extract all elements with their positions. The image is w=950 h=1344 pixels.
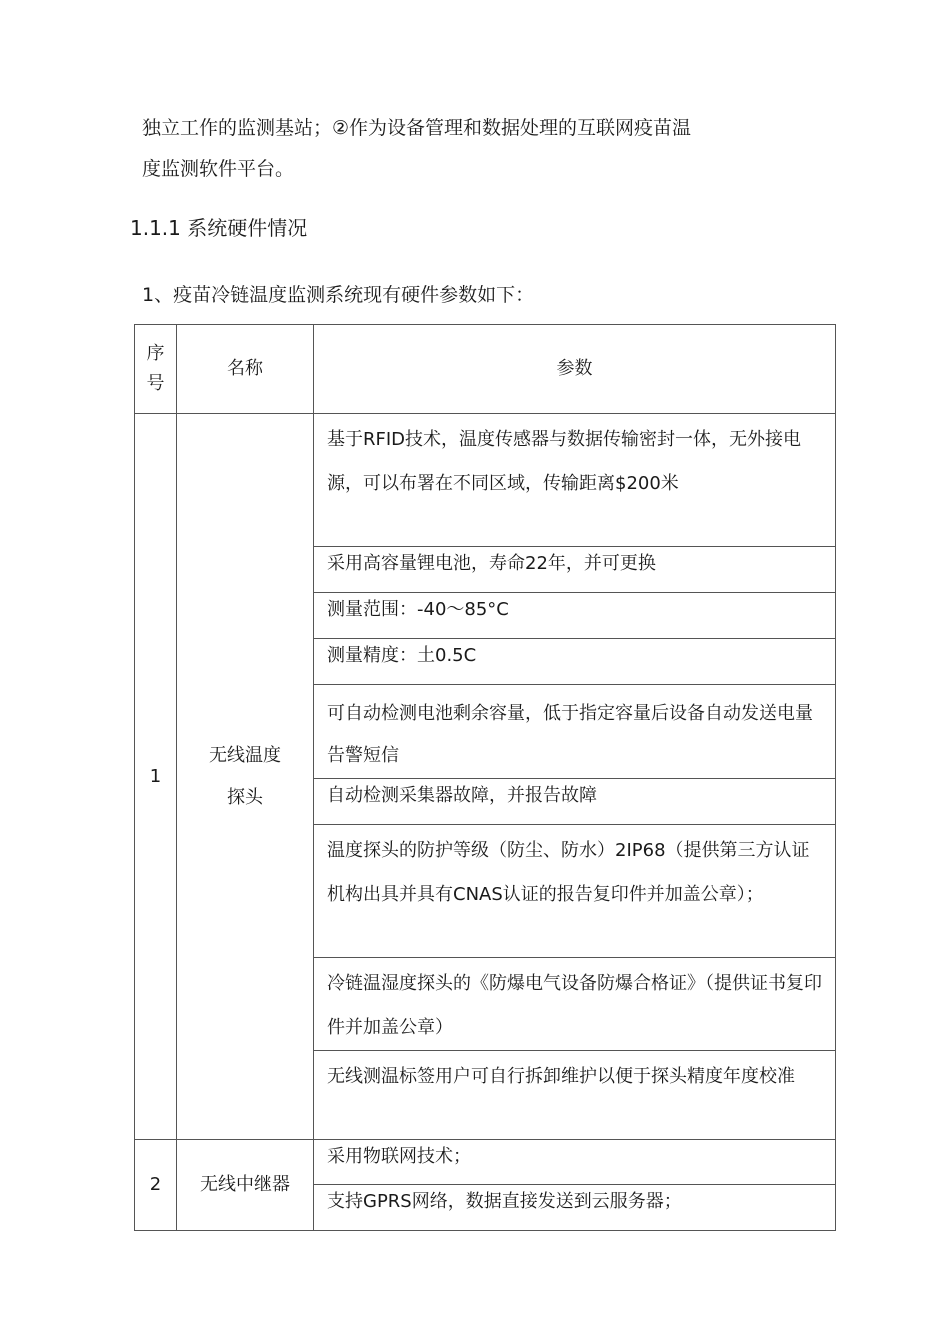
- section-heading: 1.1.1 系统硬件情况: [130, 216, 308, 240]
- cell-seq: 2: [135, 1140, 177, 1231]
- hardware-params-table: [134, 324, 836, 1231]
- cell-param: 温度探头的防护等级（防尘、防水）2IP68（提供第三方认证机构出具并具有CNAS认证的报告复印件并加盖公章）；: [314, 825, 836, 958]
- table-row: [135, 1140, 836, 1185]
- header-name: 名称: [177, 325, 314, 414]
- cell-param: 无线测温标签用户可自行拆卸维护以便于探头精度年度校准: [314, 1051, 836, 1140]
- body-paragraph-line: 度监测软件平台。: [142, 158, 295, 180]
- cell-name: 无线中继器: [177, 1140, 314, 1231]
- cell-param: 基于RFID技术，温度传感器与数据传输密封一体，无外接电源，可以布署在不同区域，传输距离$200米: [314, 414, 836, 547]
- table-header-row: [135, 325, 836, 414]
- cell-param: 采用物联网技术；: [314, 1140, 836, 1185]
- cell-seq: 1: [135, 414, 177, 1140]
- table-row: [135, 414, 836, 547]
- table-intro: 1、疫苗冷链温度监测系统现有硬件参数如下：: [142, 284, 535, 306]
- body-paragraph-line: 独立工作的监测基站；②作为设备管理和数据处理的互联网疫苗温: [142, 117, 692, 139]
- cell-name: 无线温度探头: [177, 414, 314, 1140]
- cell-param: 测量范围：-40〜85°C: [314, 593, 836, 639]
- cell-param: 采用高容量锂电池，寿命22年，并可更换: [314, 547, 836, 593]
- header-seq: 序号: [135, 325, 177, 414]
- cell-param: 测量精度：土0.5C: [314, 639, 836, 685]
- cell-param: 冷链温湿度探头的《防爆电气设备防爆合格证》（提供证书复印件并加盖公章）: [314, 958, 836, 1051]
- header-params: 参数: [314, 325, 836, 414]
- cell-param: 自动检测采集器故障，并报告故障: [314, 779, 836, 825]
- cell-param: 支持GPRS网络，数据直接发送到云服务器；: [314, 1185, 836, 1231]
- cell-param: 可自动检测电池剩余容量，低于指定容量后设备自动发送电量告警短信: [314, 685, 836, 779]
